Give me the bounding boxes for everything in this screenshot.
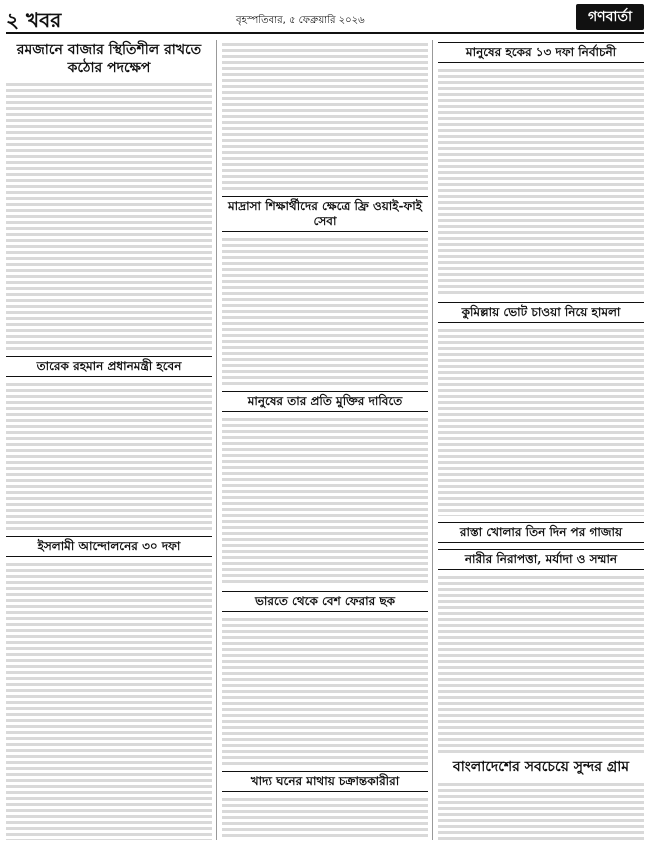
issue-date: বৃহস্পতিবার, ৫ ফেব্রুয়ারি ২০২৬ bbox=[236, 15, 365, 26]
page-number: ২ খবর bbox=[6, 8, 62, 32]
masthead bbox=[6, 4, 644, 34]
story bbox=[438, 549, 644, 753]
column-3 bbox=[438, 40, 644, 840]
story-headline: কুমিল্লায় ভোট চাওয়া নিয়ে হামলা bbox=[438, 302, 644, 323]
story-body-placeholder bbox=[438, 780, 644, 841]
story bbox=[6, 42, 212, 350]
story bbox=[438, 759, 644, 840]
story bbox=[222, 391, 428, 585]
story-headline: ইসলামী আন্দোলনের ৩০ দফা bbox=[6, 536, 212, 557]
column-1 bbox=[6, 40, 212, 840]
story-body-placeholder bbox=[6, 80, 212, 350]
column-2 bbox=[222, 40, 428, 840]
story-body-placeholder bbox=[222, 795, 428, 840]
story bbox=[222, 591, 428, 765]
story-headline: তারেক রহমান প্রধানমন্ত্রী হবেন bbox=[6, 356, 212, 377]
story-body-placeholder bbox=[438, 573, 644, 753]
story bbox=[438, 302, 644, 516]
story-body-placeholder bbox=[222, 40, 428, 190]
story bbox=[6, 536, 212, 840]
story-headline: ভারতে থেকে বেশ ফেরার ছক bbox=[222, 591, 428, 612]
story bbox=[222, 40, 428, 190]
story-headline: বাংলাদেশের সবচেয়ে সুন্দর গ্রাম bbox=[452, 759, 630, 775]
story-body-placeholder bbox=[438, 66, 644, 296]
story-body-placeholder bbox=[222, 235, 428, 385]
story-body-placeholder bbox=[438, 326, 644, 516]
story-headline: খাদ্য ঘনের মাথায় চক্রান্তকারীরা bbox=[222, 771, 428, 792]
column-rule bbox=[432, 40, 433, 840]
story-body-placeholder bbox=[6, 380, 212, 530]
story-body-placeholder bbox=[222, 615, 428, 765]
column-rule bbox=[216, 40, 217, 840]
story-headline: রমজানে বাজার স্থিতিশীল রাখতে কঠোর পদক্ষেপ bbox=[16, 42, 202, 76]
story-headline: মানুষের হকের ১৩ দফা নির্বাচনী bbox=[438, 42, 644, 63]
story-headline: রাস্তা খোলার তিন দিন পর গাজায় bbox=[438, 522, 644, 543]
story-headline: নারীর নিরাপত্তা, মর্যাদা ও সম্মান bbox=[438, 549, 644, 570]
story-body-placeholder bbox=[6, 560, 212, 840]
story bbox=[6, 356, 212, 530]
story bbox=[438, 42, 644, 296]
story bbox=[222, 196, 428, 385]
story-headline: মাদ্রাসা শিক্ষার্থীদের ক্ষেত্রে ফ্রি ওয়াই-ফাই সেবা bbox=[222, 196, 428, 232]
story bbox=[222, 771, 428, 840]
story-body-placeholder bbox=[222, 415, 428, 585]
newspaper-logo: গণবার্তা bbox=[576, 4, 644, 30]
story-headline: মানুষের তার প্রতি মুক্তির দাবিতে bbox=[222, 391, 428, 412]
story bbox=[438, 522, 644, 543]
